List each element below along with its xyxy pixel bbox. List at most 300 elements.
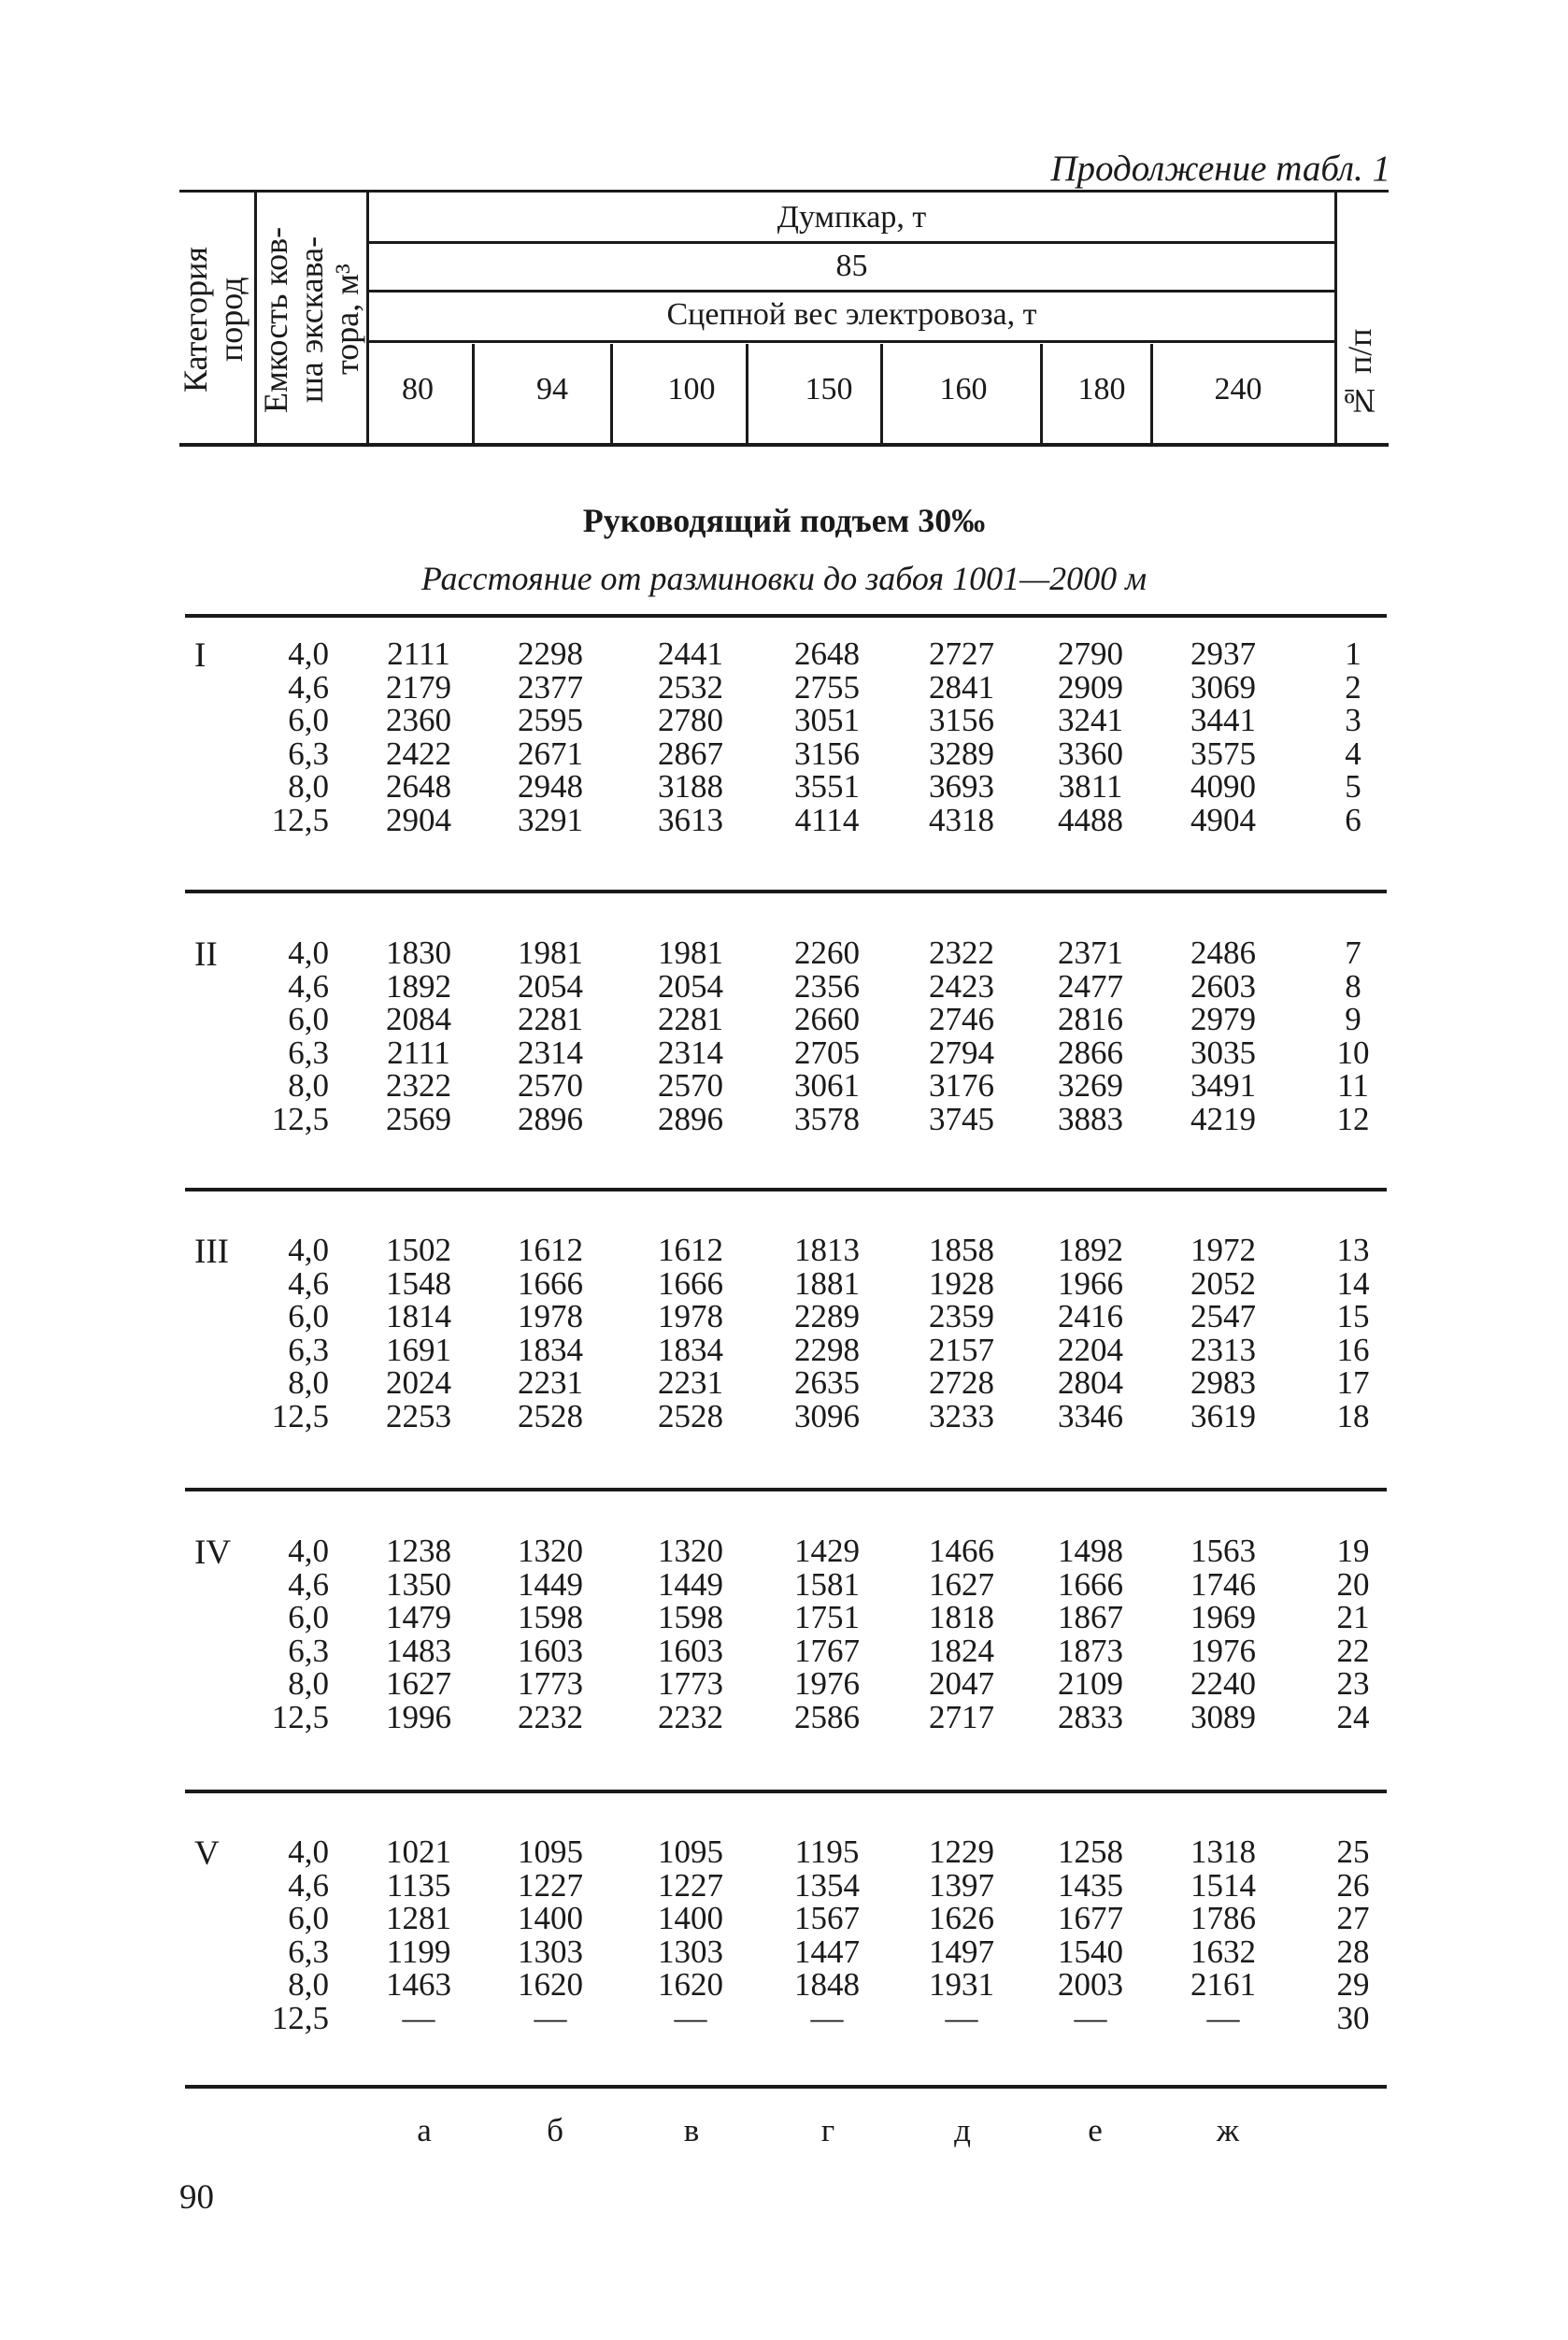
value-cell: 1320: [518, 1533, 583, 1569]
value-cell: 2717: [929, 1699, 994, 1735]
value-cell: 3051: [794, 702, 860, 739]
col-sep-5: [1040, 344, 1043, 443]
value-cell: 1540: [1058, 1933, 1123, 1970]
value-cell: 2728: [929, 1364, 994, 1402]
value-cell: 2660: [794, 1001, 860, 1038]
bucket-capacity-cell: 6,3: [288, 1034, 329, 1071]
value-cell: 1598: [658, 1599, 723, 1636]
table-row: [0, 1101, 1568, 1137]
header-coupling-weight: Сцепной вес электровоза, т: [666, 297, 1037, 332]
value-cell: 2755: [794, 668, 860, 706]
value-cell: —: [402, 2000, 435, 2036]
row-number-cell: 10: [1336, 1034, 1370, 1071]
value-cell: 3811: [1058, 768, 1123, 806]
category-label: II: [194, 935, 218, 974]
bucket-capacity-cell: 4,6: [288, 1866, 329, 1904]
value-cell: 2314: [518, 1034, 583, 1071]
col-weight-150: 150: [805, 372, 853, 407]
col-sep-3: [746, 344, 748, 443]
header-bottom-rule: [179, 443, 1389, 447]
value-cell: 3575: [1190, 735, 1256, 772]
row-number-cell: 18: [1336, 1398, 1370, 1434]
value-cell: 1767: [794, 1632, 860, 1669]
header-sep-number: [1334, 193, 1337, 443]
value-cell: 1666: [1058, 1565, 1123, 1603]
value-cell: 1620: [518, 1966, 583, 2004]
bucket-capacity-cell: 6,0: [288, 1900, 329, 1937]
value-cell: 1612: [658, 1232, 723, 1268]
bucket-capacity-cell: 6,0: [288, 1298, 329, 1335]
value-cell: 2441: [658, 635, 723, 672]
row-number-cell: 7: [1345, 935, 1361, 971]
value-cell: 1502: [386, 1232, 451, 1268]
row-number-cell: 25: [1336, 1833, 1370, 1870]
value-cell: 2281: [518, 1001, 583, 1038]
col-weight-94: 94: [536, 372, 568, 407]
value-cell: 2816: [1058, 1001, 1123, 1038]
value-cell: 2896: [518, 1101, 583, 1137]
value-cell: 2866: [1058, 1034, 1123, 1071]
value-cell: 2705: [794, 1034, 860, 1071]
value-cell: 2746: [929, 1001, 994, 1038]
category-label: IV: [194, 1534, 232, 1572]
value-cell: 2423: [929, 967, 994, 1005]
value-cell: 2595: [518, 702, 583, 739]
value-cell: 2111: [387, 635, 450, 672]
value-cell: 1303: [658, 1933, 723, 1970]
value-cell: 3551: [794, 768, 860, 806]
value-cell: 1195: [794, 1833, 860, 1870]
value-cell: 1227: [658, 1866, 723, 1904]
header-weight-rule: [369, 340, 1334, 343]
value-cell: 1095: [658, 1833, 723, 1870]
bucket-capacity-cell: 12,5: [271, 1398, 329, 1434]
value-cell: 1666: [658, 1264, 723, 1302]
bucket-capacity-cell: 8,0: [288, 1364, 329, 1402]
value-cell: 2569: [386, 1101, 451, 1137]
value-cell: 1976: [794, 1665, 860, 1703]
value-cell: 1632: [1190, 1933, 1256, 1970]
col-weight-160: 160: [939, 372, 988, 407]
value-cell: 2360: [386, 702, 451, 739]
row-number-cell: 17: [1336, 1364, 1370, 1402]
row-number-cell: 16: [1336, 1331, 1370, 1368]
value-cell: 1479: [386, 1599, 451, 1636]
value-cell: 1972: [1190, 1232, 1256, 1268]
value-cell: 2780: [658, 702, 723, 739]
value-cell: 2240: [1190, 1665, 1256, 1703]
bucket-capacity-cell: 4,0: [288, 935, 329, 971]
value-cell: 3188: [658, 768, 723, 806]
value-cell: 2161: [1190, 1966, 1256, 2004]
category-label: V: [194, 1834, 220, 1873]
footer-letter-v: в: [683, 2112, 700, 2148]
bucket-capacity-cell: 6,0: [288, 702, 329, 739]
value-cell: 1814: [386, 1298, 451, 1335]
value-cell: 2804: [1058, 1364, 1123, 1402]
value-cell: 2204: [1058, 1331, 1123, 1368]
value-cell: 2371: [1058, 935, 1123, 971]
table-row: [0, 967, 1568, 1005]
value-cell: 2586: [794, 1699, 860, 1735]
value-cell: —: [810, 2000, 844, 2036]
table-row: [0, 1067, 1568, 1105]
value-cell: —: [674, 2000, 707, 2036]
value-cell: 1966: [1058, 1264, 1123, 1302]
group-rule-5: [185, 1790, 1387, 1793]
value-cell: 1773: [518, 1665, 583, 1703]
col-weight-180: 180: [1077, 372, 1126, 407]
col-sep-2: [610, 344, 613, 443]
footer-letter-g: г: [820, 2112, 835, 2148]
value-cell: 3491: [1190, 1067, 1256, 1105]
value-cell: 2603: [1190, 967, 1256, 1005]
row-number-cell: 21: [1336, 1599, 1370, 1636]
bucket-capacity-cell: 12,5: [271, 2000, 329, 2036]
value-cell: 2477: [1058, 967, 1123, 1005]
value-cell: 3069: [1190, 668, 1256, 706]
value-cell: 2313: [1190, 1331, 1256, 1368]
value-cell: 1818: [929, 1599, 994, 1636]
row-number-cell: 8: [1345, 967, 1361, 1005]
value-cell: 3346: [1058, 1398, 1123, 1434]
value-cell: 1135: [386, 1866, 451, 1904]
value-cell: 2422: [386, 735, 451, 772]
value-cell: 1627: [929, 1565, 994, 1603]
value-cell: 1834: [518, 1331, 583, 1368]
value-cell: 2003: [1058, 1966, 1123, 2004]
group-rule-2: [185, 890, 1387, 893]
value-cell: 1677: [1058, 1900, 1123, 1937]
bucket-capacity-cell: 4,6: [288, 1565, 329, 1603]
value-cell: 2232: [658, 1699, 723, 1735]
value-cell: 1281: [386, 1900, 451, 1937]
value-cell: 1229: [929, 1833, 994, 1870]
value-cell: 2231: [658, 1364, 723, 1402]
value-cell: 2377: [518, 668, 583, 706]
value-cell: 2322: [929, 935, 994, 971]
value-cell: 2790: [1058, 635, 1123, 672]
row-number-cell: 4: [1345, 735, 1361, 772]
row-number-cell: 30: [1336, 2000, 1370, 2036]
value-cell: 1258: [1058, 1833, 1123, 1870]
table-row: [0, 1298, 1568, 1335]
value-cell: 2314: [658, 1034, 723, 1071]
bucket-capacity-cell: 8,0: [288, 768, 329, 806]
bucket-capacity-cell: 4,0: [288, 1833, 329, 1870]
value-cell: 1199: [386, 1933, 451, 1970]
table-row: [0, 702, 1568, 739]
row-number-cell: 29: [1336, 1966, 1370, 2004]
value-cell: 1095: [518, 1833, 583, 1870]
table-row: [0, 1599, 1568, 1636]
value-cell: 3096: [794, 1398, 860, 1434]
value-cell: 3269: [1058, 1067, 1123, 1105]
footer-letter-d: д: [954, 2112, 971, 2148]
value-cell: 1598: [518, 1599, 583, 1636]
group-rule-3: [185, 1188, 1387, 1191]
bucket-capacity-cell: 8,0: [288, 1665, 329, 1703]
value-cell: 1978: [658, 1298, 723, 1335]
bucket-capacity-cell: 6,0: [288, 1599, 329, 1636]
table-row: [0, 735, 1568, 772]
value-cell: 1483: [386, 1632, 451, 1669]
value-cell: 1397: [929, 1866, 994, 1904]
value-cell: 3619: [1190, 1398, 1256, 1434]
group-rule-6: [185, 2085, 1387, 2089]
value-cell: 1848: [794, 1966, 860, 2004]
value-cell: 1563: [1190, 1533, 1256, 1569]
value-cell: 1928: [929, 1264, 994, 1302]
table-row: [0, 1866, 1568, 1904]
header-dumpcar: Думпкар, т: [777, 200, 927, 235]
value-cell: 2570: [518, 1067, 583, 1105]
bucket-capacity-cell: 6,3: [288, 735, 329, 772]
value-cell: 1227: [518, 1866, 583, 1904]
col-weight-80: 80: [402, 372, 434, 407]
col-sep-1: [472, 344, 475, 443]
value-cell: 1813: [794, 1232, 860, 1268]
value-cell: 1978: [518, 1298, 583, 1335]
table-row: [0, 1364, 1568, 1402]
value-cell: 1858: [929, 1232, 994, 1268]
value-cell: 4090: [1190, 768, 1256, 806]
value-cell: 1350: [386, 1565, 451, 1603]
table-row: [0, 1833, 1568, 1870]
value-cell: 1626: [929, 1900, 994, 1937]
value-cell: 2416: [1058, 1298, 1123, 1335]
value-cell: 4488: [1058, 802, 1123, 838]
value-cell: 3578: [794, 1101, 860, 1137]
value-cell: 2909: [1058, 668, 1123, 706]
value-cell: 1786: [1190, 1900, 1256, 1937]
value-cell: 1981: [658, 935, 723, 971]
value-cell: 1873: [1058, 1632, 1123, 1669]
value-cell: 1834: [658, 1331, 723, 1368]
value-cell: 1318: [1190, 1833, 1256, 1870]
value-cell: 2047: [929, 1665, 994, 1703]
value-cell: 4318: [929, 802, 994, 838]
footer-letter-e: е: [1088, 2112, 1103, 2148]
value-cell: 1435: [1058, 1866, 1123, 1904]
value-cell: 1514: [1190, 1866, 1256, 1904]
value-cell: 1449: [658, 1565, 723, 1603]
row-number-cell: 11: [1337, 1067, 1369, 1105]
value-cell: 2948: [518, 768, 583, 806]
value-cell: 2281: [658, 1001, 723, 1038]
row-number-cell: 28: [1336, 1933, 1370, 1970]
bucket-capacity-cell: 4,6: [288, 1264, 329, 1302]
value-cell: 4904: [1190, 802, 1256, 838]
value-cell: 1603: [658, 1632, 723, 1669]
value-cell: 2289: [794, 1298, 860, 1335]
row-number-cell: 6: [1345, 802, 1361, 838]
value-cell: 1567: [794, 1900, 860, 1937]
value-cell: 3441: [1190, 702, 1256, 739]
bucket-capacity-cell: 8,0: [288, 1067, 329, 1105]
value-cell: 3289: [929, 735, 994, 772]
value-cell: 2648: [386, 768, 451, 806]
value-cell: —: [945, 2000, 978, 2036]
value-cell: 1620: [658, 1966, 723, 2004]
row-number-cell: 5: [1345, 768, 1361, 806]
table-row: [0, 1331, 1568, 1368]
value-cell: 1612: [518, 1232, 583, 1268]
row-number-cell: 3: [1345, 702, 1361, 739]
value-cell: 3241: [1058, 702, 1123, 739]
table-row: [0, 1665, 1568, 1703]
header-top-rule: [179, 190, 1389, 193]
value-cell: 3613: [658, 802, 723, 838]
value-cell: 2727: [929, 635, 994, 672]
value-cell: 3156: [929, 702, 994, 739]
value-cell: 2298: [518, 635, 583, 672]
value-cell: 1400: [658, 1900, 723, 1937]
value-cell: 2547: [1190, 1298, 1256, 1335]
row-number-cell: 27: [1336, 1900, 1370, 1937]
table-row: [0, 1264, 1568, 1302]
value-cell: 1666: [518, 1264, 583, 1302]
value-cell: 3176: [929, 1067, 994, 1105]
bucket-capacity-cell: 6,3: [288, 1933, 329, 1970]
value-cell: 1320: [658, 1533, 723, 1569]
footer-letter-b: б: [547, 2112, 563, 2148]
value-cell: 2532: [658, 668, 723, 706]
value-cell: 3360: [1058, 735, 1123, 772]
value-cell: 3745: [929, 1101, 994, 1137]
value-cell: 1824: [929, 1632, 994, 1669]
table-row: [0, 935, 1568, 971]
value-cell: 2570: [658, 1067, 723, 1105]
footer-letter-a: а: [417, 2112, 432, 2148]
value-cell: 2867: [658, 735, 723, 772]
value-cell: 2298: [794, 1331, 860, 1368]
row-number-cell: 13: [1336, 1232, 1370, 1268]
value-cell: 2794: [929, 1034, 994, 1071]
col-sep-4: [880, 344, 883, 443]
value-cell: 1548: [386, 1264, 451, 1302]
header-value-rule: [369, 290, 1334, 292]
value-cell: —: [1074, 2000, 1107, 2036]
value-cell: 1400: [518, 1900, 583, 1937]
group-rule-1: [185, 614, 1387, 618]
value-cell: 1867: [1058, 1599, 1123, 1636]
row-number-cell: 14: [1336, 1264, 1370, 1302]
value-cell: 1746: [1190, 1565, 1256, 1603]
value-cell: 1892: [386, 967, 451, 1005]
row-number-cell: 2: [1345, 668, 1361, 706]
header-dumpcar-value: 85: [835, 249, 868, 283]
value-cell: 1603: [518, 1632, 583, 1669]
value-cell: 2109: [1058, 1665, 1123, 1703]
value-cell: 2157: [929, 1331, 994, 1368]
value-cell: 1691: [386, 1331, 451, 1368]
category-label: I: [194, 636, 207, 675]
value-cell: 1881: [794, 1264, 860, 1302]
value-cell: 2671: [518, 735, 583, 772]
value-cell: 3693: [929, 768, 994, 806]
bucket-capacity-cell: 8,0: [288, 1966, 329, 2004]
bucket-capacity-cell: 12,5: [271, 802, 329, 838]
value-cell: 1931: [929, 1966, 994, 2004]
value-cell: 2356: [794, 967, 860, 1005]
value-cell: 3061: [794, 1067, 860, 1105]
value-cell: 2979: [1190, 1001, 1256, 1038]
value-cell: 4219: [1190, 1101, 1256, 1137]
value-cell: 2841: [929, 668, 994, 706]
value-cell: 1751: [794, 1599, 860, 1636]
value-cell: 2528: [658, 1398, 723, 1434]
row-number-cell: 22: [1336, 1632, 1370, 1669]
table-row: [0, 2000, 1568, 2036]
value-cell: 2648: [794, 635, 860, 672]
bucket-capacity-cell: 4,6: [288, 668, 329, 706]
group-rule-4: [185, 1488, 1387, 1491]
value-cell: 1021: [386, 1833, 451, 1870]
table-row: [0, 768, 1568, 806]
value-cell: 1498: [1058, 1533, 1123, 1569]
value-cell: —: [1206, 2000, 1240, 2036]
value-cell: 2937: [1190, 635, 1256, 672]
value-cell: 3089: [1190, 1699, 1256, 1735]
col-weight-240: 240: [1214, 372, 1262, 407]
table-continuation-caption: Продолжение табл. 1: [1050, 149, 1390, 189]
value-cell: 1976: [1190, 1632, 1256, 1669]
value-cell: 1463: [386, 1966, 451, 2004]
bucket-capacity-cell: 4,0: [288, 1533, 329, 1569]
value-cell: 2635: [794, 1364, 860, 1402]
value-cell: 1981: [518, 935, 583, 971]
value-cell: 1354: [794, 1866, 860, 1904]
value-cell: 1830: [386, 935, 451, 971]
table-row: [0, 1933, 1568, 1970]
value-cell: 2359: [929, 1298, 994, 1335]
value-cell: 2052: [1190, 1264, 1256, 1302]
value-cell: 3233: [929, 1398, 994, 1434]
value-cell: 1627: [386, 1665, 451, 1703]
value-cell: 2054: [658, 967, 723, 1005]
section-subtitle: Расстояние от разминовки до забоя 1001—2000 м: [421, 560, 1147, 597]
value-cell: 1969: [1190, 1599, 1256, 1636]
value-cell: 2896: [658, 1101, 723, 1137]
table-row: [0, 1398, 1568, 1432]
table-row: [0, 1533, 1568, 1569]
col-weight-100: 100: [667, 372, 716, 407]
page-number: 90: [179, 2178, 214, 2217]
bucket-capacity-cell: 6,3: [288, 1632, 329, 1669]
value-cell: 2111: [387, 1034, 450, 1071]
table-row: [0, 635, 1568, 672]
table-row: [0, 802, 1568, 838]
header-number: № п/п: [1341, 328, 1378, 420]
row-number-cell: 20: [1336, 1565, 1370, 1603]
table-row: [0, 1699, 1568, 1733]
value-cell: 2179: [386, 668, 451, 706]
value-cell: 3883: [1058, 1101, 1123, 1137]
table-row: [0, 1632, 1568, 1669]
bucket-capacity-cell: 6,3: [288, 1331, 329, 1368]
header-dumpcar-rule: [369, 241, 1334, 244]
value-cell: 2054: [518, 967, 583, 1005]
value-cell: 2904: [386, 802, 451, 838]
value-cell: 2983: [1190, 1364, 1256, 1402]
section-title: [0, 501, 1568, 540]
value-cell: 2528: [518, 1398, 583, 1434]
table-row: [0, 1232, 1568, 1268]
value-cell: 1892: [1058, 1232, 1123, 1268]
value-cell: 2833: [1058, 1699, 1123, 1735]
value-cell: 3291: [518, 802, 583, 838]
